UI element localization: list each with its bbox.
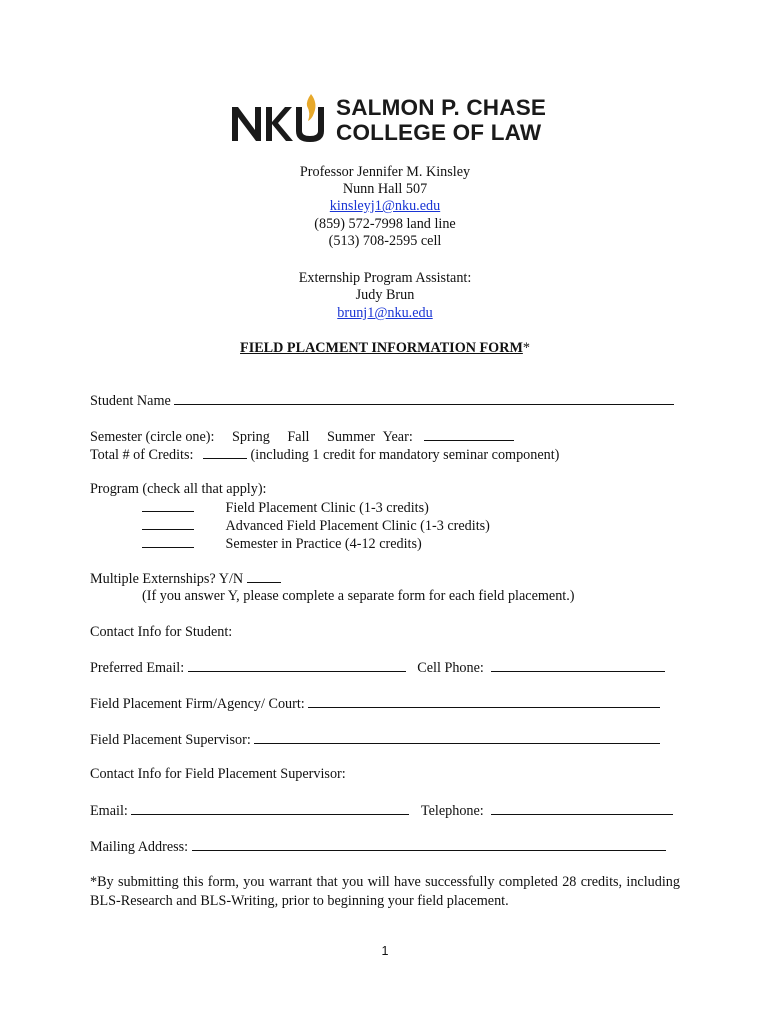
student-name-row — [90, 392, 674, 410]
program-checkbox-semester-in-practice[interactable] — [142, 535, 194, 548]
telephone-label: Telephone: — [420, 803, 484, 819]
nku-logo-icon — [228, 91, 336, 149]
student-name-label: Student Name — [90, 393, 171, 409]
semester-option-fall[interactable]: Fall — [287, 429, 310, 445]
mailing-address-label: Mailing Address: — [90, 839, 189, 855]
professor-email-link[interactable]: kinsleyj1@nku.edu — [329, 198, 441, 214]
semester-option-spring[interactable]: Spring — [232, 429, 270, 445]
supervisor-label: Field Placement Supervisor: — [90, 732, 251, 748]
preferred-email-label: Preferred Email: — [90, 660, 185, 676]
page-number: 1 — [381, 944, 389, 958]
supervisor-row — [90, 731, 660, 749]
office-location: Nunn Hall 507 — [342, 181, 428, 197]
program-option-field-placement — [142, 499, 429, 517]
form-title-asterisk: * — [522, 340, 530, 356]
student-contact-heading: Contact Info for Student: — [90, 624, 233, 640]
firm-label: Field Placement Firm/Agency/ Court: — [90, 696, 305, 712]
mailing-address-row — [90, 838, 666, 856]
cell-number: (513) 708-2595 cell — [328, 233, 442, 249]
multiple-externships-note: (If you answer Y, please complete a separate form for each field placement.) — [142, 588, 575, 604]
multiple-externships-label: Multiple Externships? Y/N — [90, 571, 244, 587]
assistant-email-link[interactable]: brunj1@nku.edu — [337, 305, 433, 321]
semester-row — [90, 428, 514, 446]
credits-note: (including 1 credit for mandatory seminar component) — [250, 447, 560, 463]
firm-field[interactable] — [308, 695, 660, 708]
credits-label: Total # of Credits: — [90, 447, 194, 463]
footnote: *By submitting this form, you warrant that you will have successfully completed 28 credits, including BLS-Research and BLS-Writing, prior to beginning your field placement. — [90, 874, 680, 909]
credits-row — [90, 446, 559, 464]
logo-line-1: SALMON P. CHASE — [336, 95, 547, 120]
assistant-label: Externship Program Assistant: — [298, 270, 472, 286]
mailing-address-field[interactable] — [192, 838, 666, 851]
program-option-semester-in-practice — [142, 535, 422, 553]
land-line: (859) 572-7998 land line — [314, 216, 456, 232]
program-label: Program (check all that apply): — [90, 481, 267, 497]
preferred-email-row — [90, 659, 665, 677]
supervisor-field[interactable] — [254, 731, 660, 744]
program-label-semester-in-practice: Semester in Practice (4-12 credits) — [225, 536, 422, 552]
student-name-field[interactable] — [174, 392, 674, 405]
assistant-name: Judy Brun — [355, 287, 415, 303]
preferred-email-field[interactable] — [188, 659, 406, 672]
program-checkbox-advanced[interactable] — [142, 517, 194, 530]
program-label-field-placement: Field Placement Clinic (1-3 credits) — [225, 500, 429, 516]
cell-phone-label: Cell Phone: — [417, 660, 484, 676]
professor-name: Professor Jennifer M. Kinsley — [299, 164, 471, 180]
firm-row — [90, 695, 660, 713]
program-checkbox-field-placement[interactable] — [142, 499, 194, 512]
credits-field[interactable] — [203, 446, 247, 459]
semester-option-summer[interactable]: Summer — [327, 429, 376, 445]
supervisor-email-row — [90, 802, 673, 820]
supervisor-email-field[interactable] — [131, 802, 409, 815]
supervisor-contact-heading: Contact Info for Field Placement Supervisor: — [90, 766, 346, 782]
form-title-row — [0, 340, 770, 357]
form-title: FIELD PLACMENT INFORMATION FORM — [240, 340, 523, 356]
semester-label: Semester (circle one): — [90, 429, 215, 445]
telephone-field[interactable] — [491, 802, 673, 815]
program-label-advanced: Advanced Field Placement Clinic (1-3 credits) — [225, 518, 490, 534]
multiple-externships-row — [90, 570, 281, 588]
year-field[interactable] — [424, 428, 514, 441]
logo-line-2: COLLEGE OF LAW — [336, 120, 542, 145]
program-option-advanced — [142, 517, 490, 535]
supervisor-email-label: Email: — [90, 803, 128, 819]
multiple-externships-field[interactable] — [247, 570, 281, 583]
year-label: Year: — [382, 429, 413, 445]
cell-phone-field[interactable] — [491, 659, 665, 672]
nku-chase-logo — [228, 91, 548, 149]
